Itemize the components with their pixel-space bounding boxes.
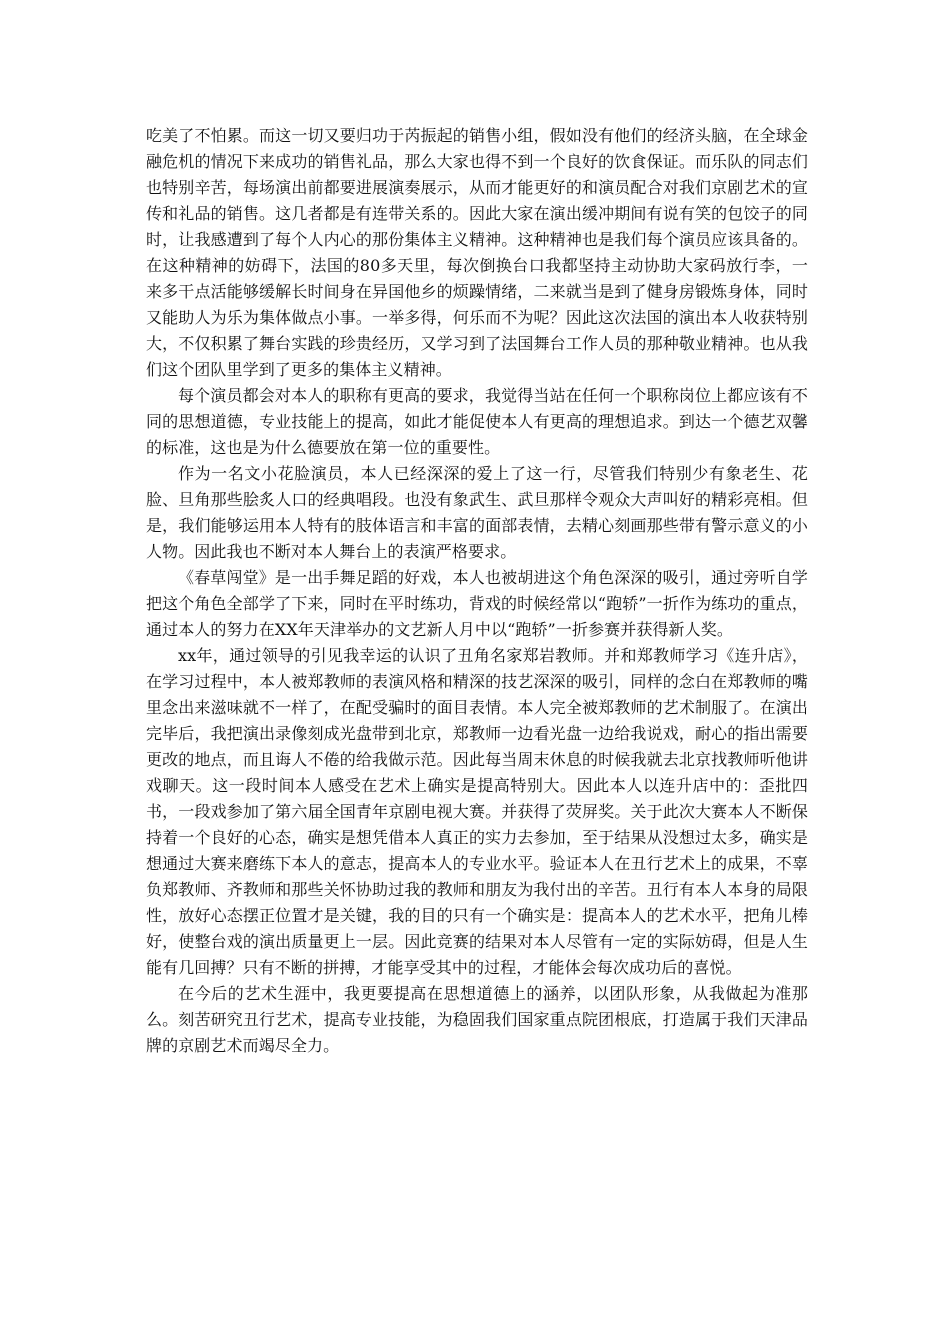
document-body: [146, 123, 808, 1059]
paragraph-2: 每个演员都会对本人的职称有更高的要求，我觉得当站在任何一个职称岗位上都应该有不同的思想道德，专业技能上的提高，如此才能促使本人有更高的理想追求。到达一个德艺双馨的标准，这也是为什么德要放在第一位的重要性。: [146, 386, 808, 457]
paragraph-6: 在今后的艺术生涯中，我更要提高在思想道德上的涵养，以团队形象，从我做起为准那么。刻苦研究丑行艺术，提高专业技能，为稳固我们国家重点院团根底，打造属于我们天津品牌的京剧艺术而竭尽全力。: [146, 984, 808, 1055]
paragraph-3: 作为一名文小花脸演员，本人已经深深的爱上了这一行，尽管我们特别少有象老生、花脸、旦角那些脍炙人口的经典唱段。也没有象武生、武旦那样令观众大声叫好的精彩亮相。但是，我们能够运用本人特有的肢体语言和丰富的面部表情，去精心刻画那些带有警示意义的小人物。因此我也不断对本人舞台上的表演严格要求。: [146, 464, 808, 561]
paragraph-4: 《春草闯堂》是一出手舞足蹈的好戏，本人也被胡进这个角色深深的吸引，通过旁听自学把这个角色全部学了下来，同时在平时练功，背戏的时候经常以“跑轿”一折作为练功的重点，通过本人的努力在XX年天津举办的文艺新人月中以“跑轿”一折参赛并获得新人奖。: [146, 568, 808, 639]
paragraph-5: xx年，通过领导的引见我幸运的认识了丑角名家郑岩教师。并和郑教师学习《连升店》，在学习过程中，本人被郑教师的表演风格和精深的技艺深深的吸引，同样的念白在郑教师的嘴里念出来滋味就不一样了，在配受骗时的面目表情。本人完全被郑教师的艺术制服了。在演出完毕后，我把演出录像刻成光盘带到北京，郑教师一边看光盘一边给我说戏，耐心的指出需要更改的地点，而且诲人不倦的给我做示范。因此每当周末休息的时候我就去北京找教师听他讲戏聊天。这一段时间本人感受在艺术上确实是提高特别大。因此本人以连升店中的：歪批四书，一段戏参加了第六届全国青年京剧电视大赛。并获得了荧屏奖。关于此次大赛本人不断保持着一个良好的心态，确实是想凭借本人真正的实力去参加，至于结果从没想过太多，确实是想通过大赛来磨练下本人的意志，提高本人的专业水平。验证本人在丑行艺术上的成果，不辜负郑教师、齐教师和那些关怀协助过我的教师和朋友为我付出的辛苦。丑行有本人本身的局限性，放好心态摆正位置才是关键，我的目的只有一个确实是：提高本人的艺术水平，把角儿棒好，使整台戏的演出质量更上一层。因此竞赛的结果对本人尽管有一定的实际妨碍，但是人生能有几回搏？只有不断的拼搏，才能享受其中的过程，才能体会每次成功后的喜悦。: [146, 646, 808, 977]
paragraph-1: 吃美了不怕累。而这一切又要归功于芮振起的销售小组，假如没有他们的经济头脑，在全球金融危机的情况下来成功的销售礼品，那么大家也得不到一个良好的饮食保证。而乐队的同志们也特别辛苦，每场演出前都要进展演奏展示，从而才能更好的和演员配合对我们京剧艺术的宣传和礼品的销售。这几者都是有连带关系的。因此大家在演出缓冲期间有说有笑的包饺子的同时，让我感遭到了每个人内心的那份集体主义精神。这种精神也是我们每个演员应该具备的。在这种精神的妨碍下，法国的80多天里，每次倒换台口我都坚持主动协助大家码放行李，一来多干点活能够缓解长时间身在异国他乡的烦躁情绪，二来就当是到了健身房锻炼身体，同时又能助人为乐为集体做点小事。一举多得，何乐而不为呢？因此这次法国的演出本人收获特别大，不仅积累了舞台实践的珍贵经历，又学习到了法国舞台工作人员的那种敬业精神。也从我们这个团队里学到了更多的集体主义精神。: [146, 126, 808, 379]
